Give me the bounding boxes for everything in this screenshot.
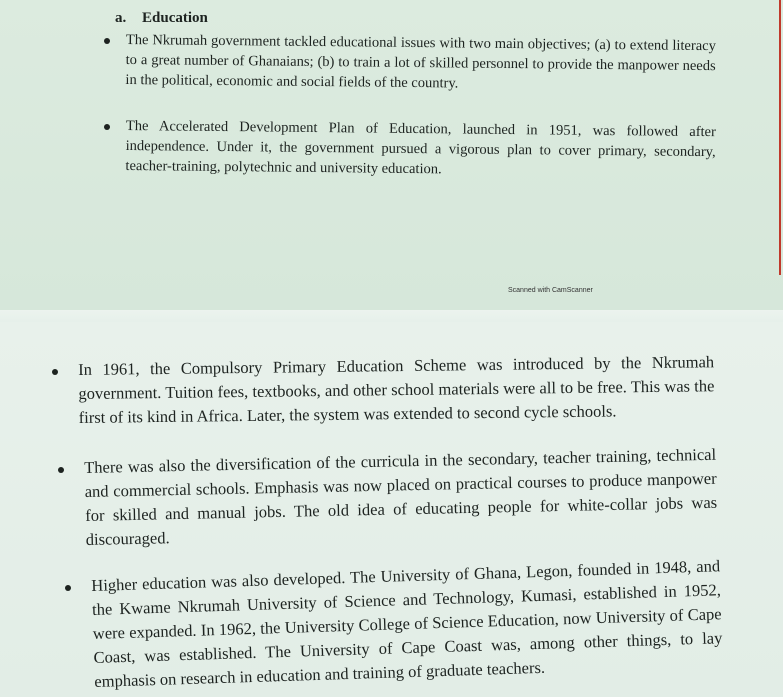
bullet-dot bbox=[104, 38, 110, 44]
bullet-dot bbox=[58, 467, 64, 473]
bullet-dot bbox=[65, 585, 71, 591]
bottom-bullet-item-1 bbox=[52, 352, 715, 430]
bottom-bullet-item-3 bbox=[65, 556, 723, 694]
paragraph: The Accelerated Development Plan of Education, launched in 1951, was followed after independence. Under it, the government pursued a vigorous plan to cover primary, secondary, teacher-training, polytechnic and university education. bbox=[125, 117, 716, 178]
paragraph: The Nkrumah government tackled educational issues with two main objectives; (a) to extend literacy to a great number of Ghanaians; (b) to train a lot of skilled personnel to provide the manpower needs in the political, economic and social fields of the country. bbox=[125, 31, 716, 92]
bullet-dot bbox=[52, 369, 58, 375]
top-bullet-item-1 bbox=[104, 30, 716, 90]
paragraph: In 1961, the Compulsory Primary Education Scheme was introduced by the Nkrumah government. Tuition fees, textbooks, and other school materials were all to be free. This was the first of its kind in Africa. Later, the system was extended to second cycle schools. bbox=[78, 352, 715, 427]
page-divider bbox=[0, 310, 783, 322]
bottom-bullet-item-2 bbox=[58, 444, 718, 552]
paragraph: Higher education was also developed. The University of Ghana, Legon, founded in 1948, and the Kwame Nkrumah University of Science and Technology, Kumasi, established in 1952, were expanded. In 1962, the University College of Science Education, now University of Cape Coast, was established. The University of Cape Coast was, among other things, to lay emphasis on research in education and training of graduate teachers. bbox=[91, 556, 723, 691]
bullet-dot bbox=[104, 124, 110, 130]
paragraph: There was also the diversification of the curricula in the secondary, teacher training, technical and commercial schools. Emphasis was now placed on practical courses to produce manpower for skilled and manual jobs. The old idea of educating people for white-collar jobs was discouraged. bbox=[84, 444, 718, 549]
top-bullet-item-2 bbox=[104, 116, 716, 176]
section-number: a. bbox=[115, 10, 127, 26]
page-edge-mark bbox=[779, 0, 781, 275]
scanner-watermark: Scanned with CamScanner bbox=[508, 287, 593, 294]
section-heading bbox=[115, 10, 208, 27]
section-title: Education bbox=[142, 10, 208, 26]
